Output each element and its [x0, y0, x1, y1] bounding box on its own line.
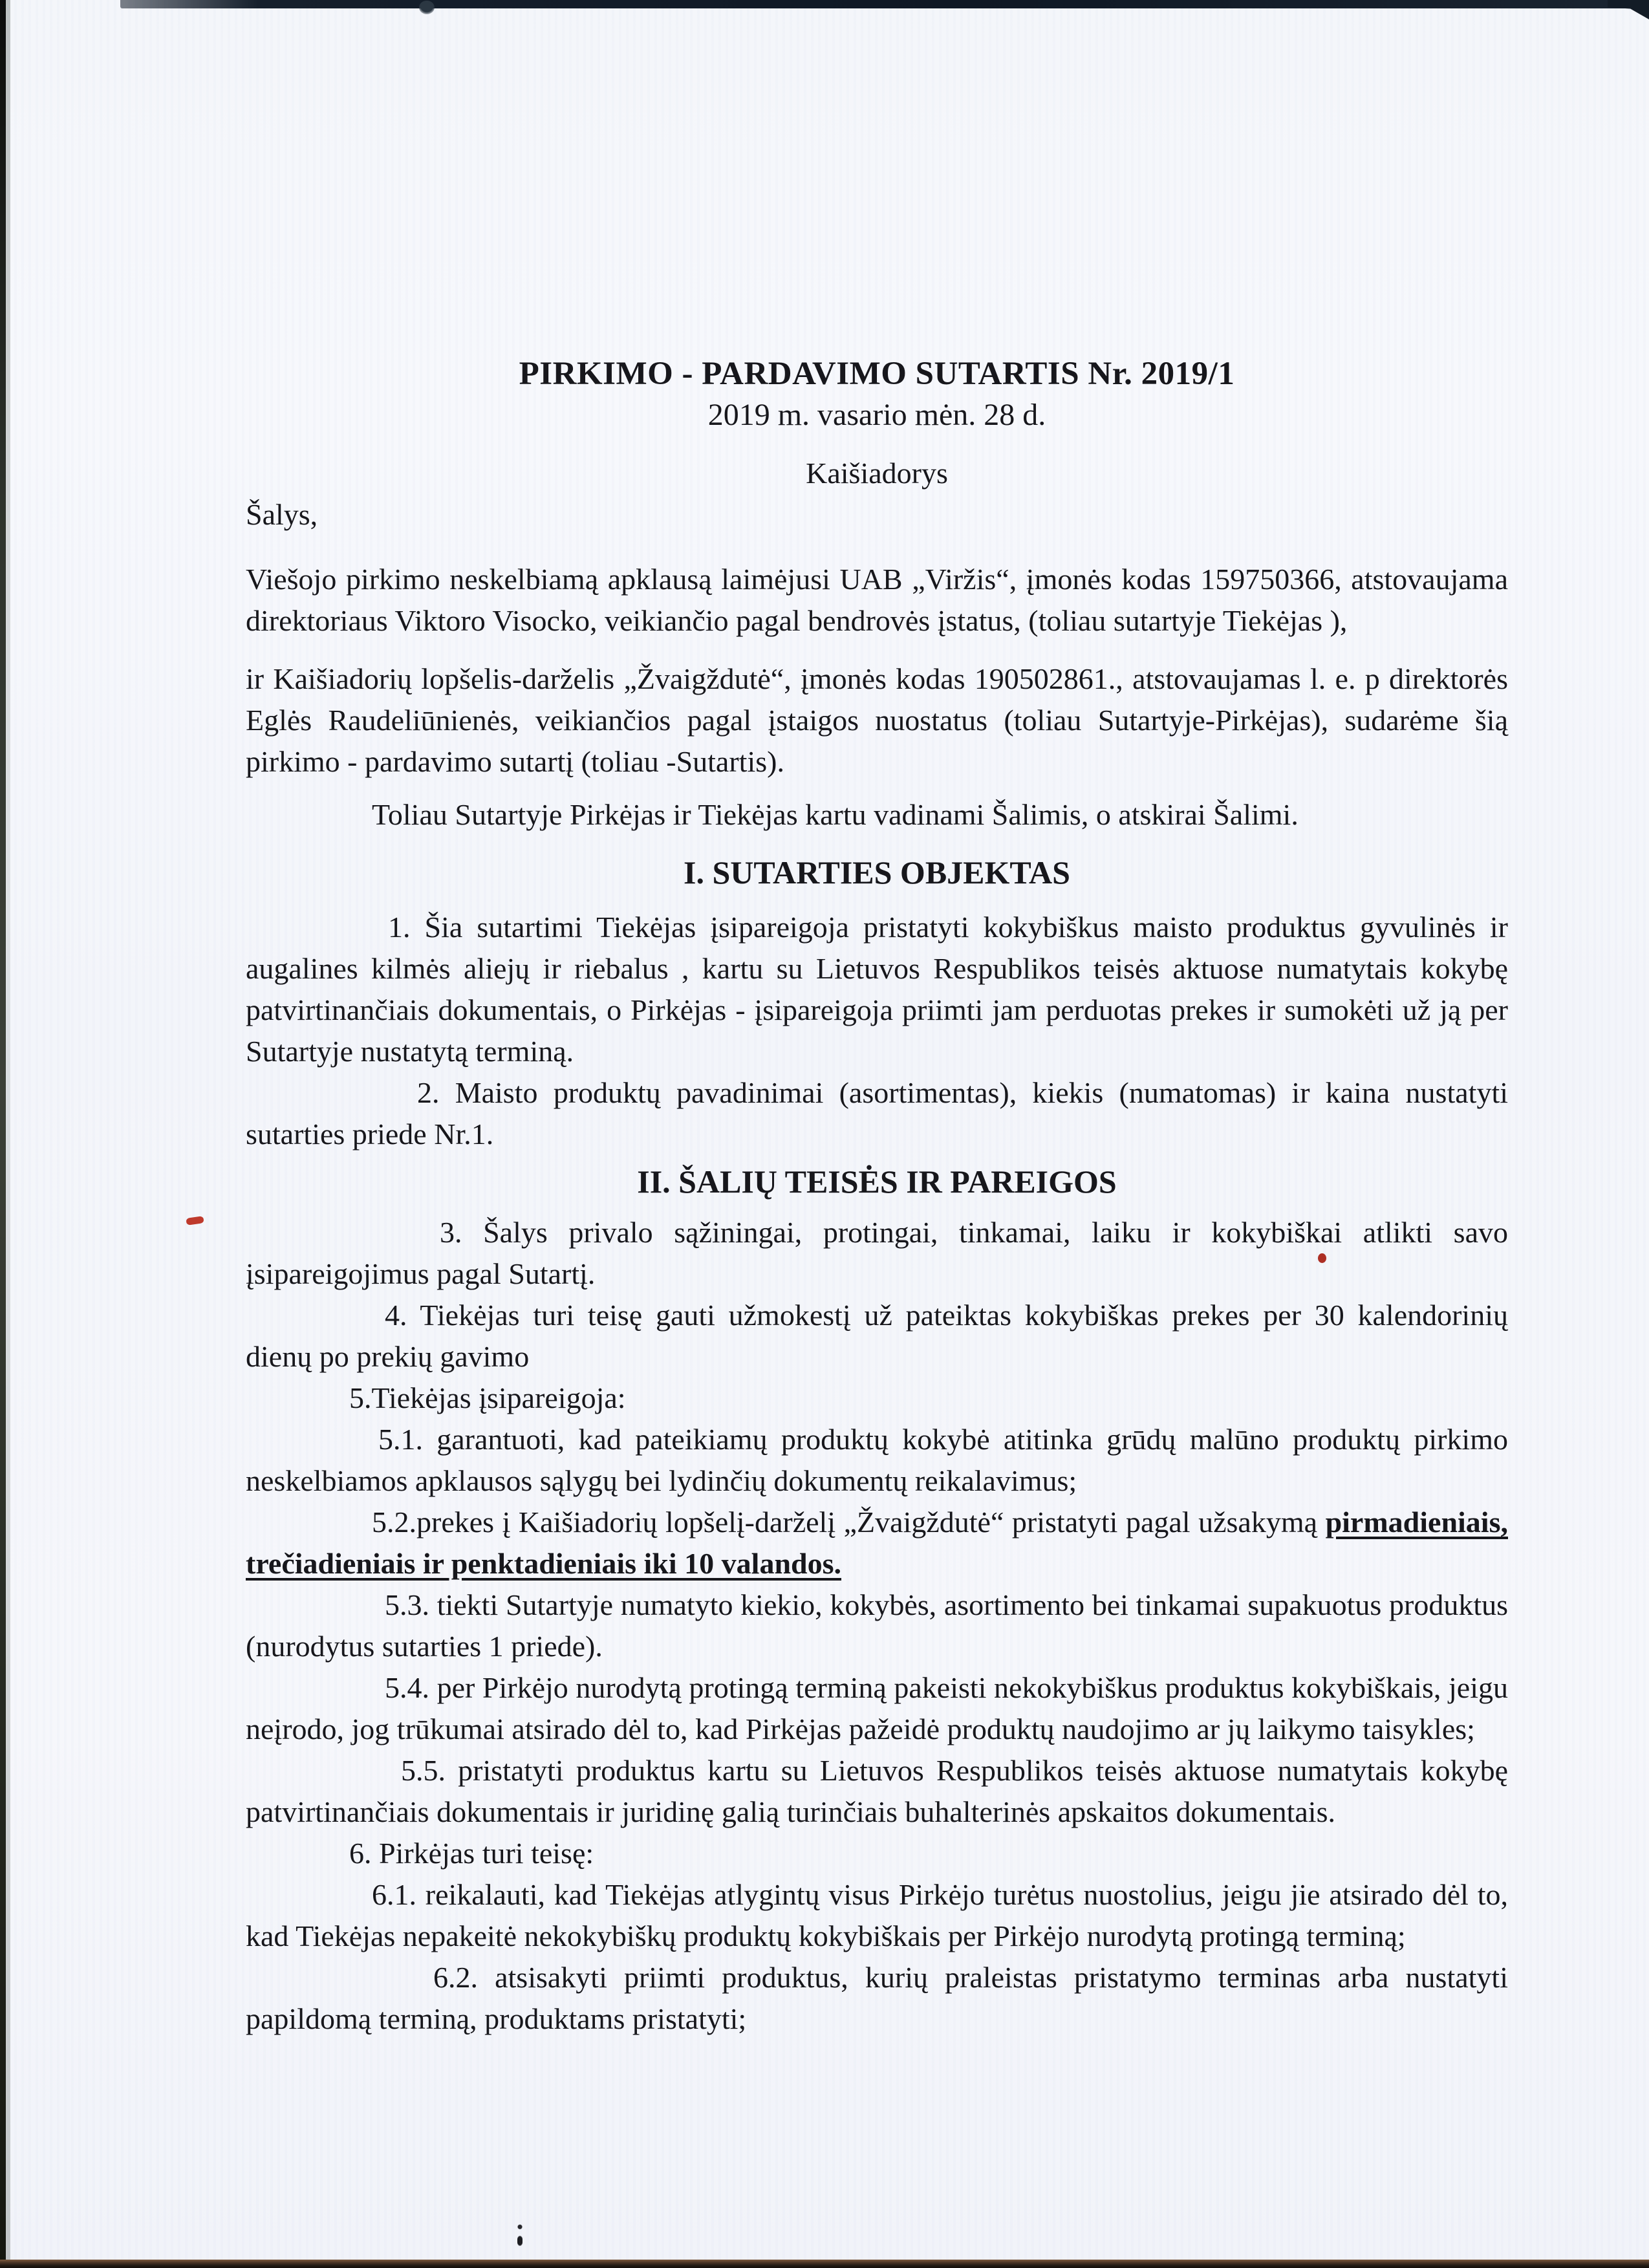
section-1-heading: I. SUTARTIES OBJEKTAS	[684, 854, 1070, 891]
scan-edge-left	[0, 0, 6, 2268]
delivery-schedule-emphasis: pirmadieniais, trečiadieniais ir penktadieniais iki 10 valandos.	[246, 1506, 1508, 1580]
red-pen-dash-mark	[186, 1216, 204, 1226]
clause-5-3: 5.3. tiekti Sutartyje numatyto kiekio, kokybės, asortimento bei tinkamai supakuotus produktus (nurodytus sutarties 1 priede).	[246, 1588, 1508, 1663]
clause-6-1: 6.1. reikalauti, kad Tiekėjas atlygintų visus Pirkėjo turėtus nuostolius, jeigu jie atsirado dėl to, kad Tiekėjas nepakeitė nekokybiškų produktų kokybiškais per Pirkėjo nurodytą protingą terminą;	[246, 1878, 1508, 1952]
clause-5: 5.Tiekėjas įsipareigoja:	[349, 1381, 626, 1414]
clause-6-2: 6.2. atsisakyti priimti produktus, kurių praleistas pristatymo terminas arba nustatyti papildomą terminą, produktams pristatyti;	[246, 1961, 1508, 2035]
clause-1: 1. Šia sutartimi Tiekėjas įsipareigoja pristatyti kokybiškus maisto produktus gyvulinės ir augalines kilmės aliejų ir riebalus , kartu su Lietuvos Respublikos teisės aktuose numatytais kokybę patvirtinančiais dokumentais, o Pirkėjas - įsipareigoja priimti jam perduotas prekes ir sumokėti už ją per Sutartyje nustatytą terminą.	[246, 911, 1508, 1068]
parties-label: Šalys,	[246, 498, 318, 531]
clause-6: 6. Pirkėjas turi teisę:	[349, 1837, 594, 1870]
clause-4: 4. Tiekėjas turi teisę gauti užmokestį už pateiktas kokybiškas prekes per 30 kalendorinių dienų po prekių gavimo	[246, 1299, 1508, 1373]
clause-3: 3. Šalys privalo sąžiningai, protingai, tinkamai, laiku ir kokybiškai atlikti savo įsipareigojimus pagal Sutartį.	[246, 1216, 1508, 1290]
clause-5-5: 5.5. pristatyti produktus kartu su Lietuvos Respublikos teisės aktuose numatytais kokybę patvirtinančiais dokumentais ir juridinę galią turinčiais buhalterinės apskaitos dokumentais.	[246, 1754, 1508, 1828]
document-place: Kaišiadorys	[806, 457, 948, 490]
clause-5-1: 5.1. garantuoti, kad pateikiamų produktų kokybė atitinka grūdų malūno produktų pirkimo neskelbiamos apklausos sąlygų bei lydinčių dokumentų reikalavimus;	[246, 1423, 1508, 1497]
scan-edge-bottom	[0, 2260, 1649, 2268]
clause-5-2-text: 5.2.prekes į Kaišiadorių lopšelį-darželį „Žvaigždutė“ pristatyti pagal užsakymą	[372, 1506, 1326, 1539]
section-2-heading: II. ŠALIŲ TEISĖS IR PAREIGOS	[637, 1163, 1117, 1200]
document-date: 2019 m. vasario mėn. 28 d.	[707, 398, 1046, 432]
scan-edge-top-right-corner	[1608, 0, 1649, 19]
document-content	[246, 354, 1508, 2040]
parties-note: Toliau Sutartyje Pirkėjas ir Tiekėjas kartu vadinami Šalimis, o atskirai Šalimi.	[372, 798, 1299, 831]
ink-speck-mark	[517, 2223, 523, 2247]
party-buyer-paragraph: ir Kaišiadorių lopšelis-darželis „Žvaigždutė“, įmonės kodas 190502861., atstovaujamas l. e. p direktorės Eglės Raudeliūnienės, veikiančios pagal įstaigos nuostatus (toliau Sutartyje-Pirkėjas), sudarėme šią pirkimo - pardavimo sutartį (toliau -Sutartis).	[246, 662, 1508, 778]
clause-5-4: 5.4. per Pirkėjo nurodytą protingą terminą pakeisti nekokybiškus produktus kokybiškais, jeigu neįrodo, jog trūkumai atsirado dėl to, kad Pirkėjas pažeidė produktų naudojimo ar jų laikymo taisykles;	[246, 1671, 1508, 1745]
clause-5-2	[246, 1502, 1508, 1584]
scan-edge-top	[120, 0, 1649, 8]
clause-2: 2. Maisto produktų pavadinimai (asortimentas), kiekis (numatomas) ir kaina nustatyti sutarties priede Nr.1.	[246, 1076, 1508, 1150]
scan-edge-left-shadow	[6, 0, 10, 2268]
document-title: PIRKIMO - PARDAVIMO SUTARTIS Nr. 2019/1	[519, 356, 1235, 392]
scan-edge-top-speck	[419, 1, 435, 14]
party-supplier-paragraph: Viešojo pirkimo neskelbiamą apklausą laimėjusi UAB „Viržis“, įmonės kodas 159750366, atstovaujama direktoriaus Viktoro Visocko, veikiančio pagal bendrovės įstatus, (toliau sutartyje Tiekėjas ),	[246, 563, 1508, 637]
